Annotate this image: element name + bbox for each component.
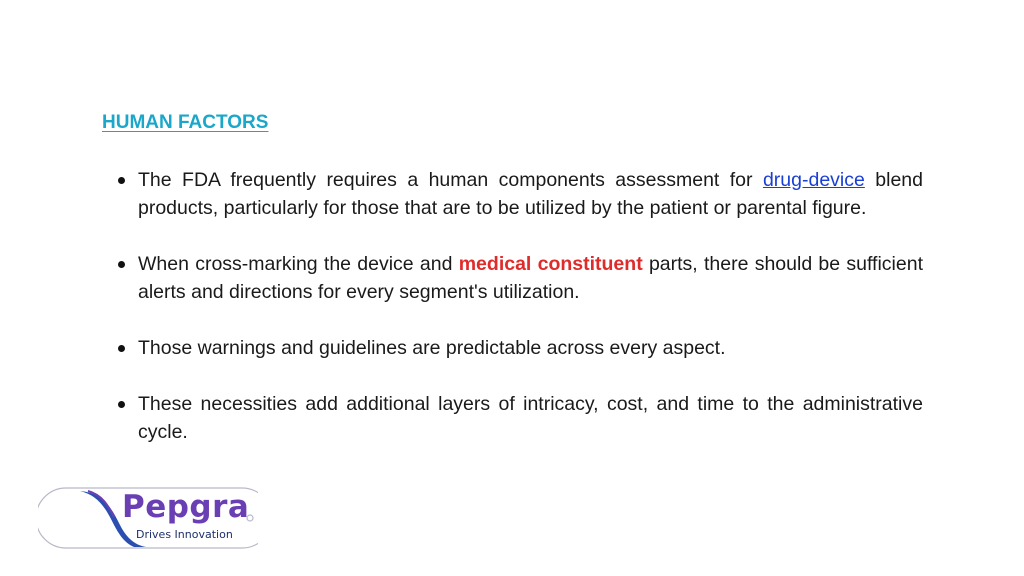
drug-device-link[interactable]: drug-device xyxy=(762,169,865,191)
bullet-text: blend products, particularly for those that are to be utilized by the patient or parental figure. xyxy=(138,169,923,219)
bullet-dot-icon xyxy=(118,261,125,268)
logo-name: Pepgra xyxy=(122,489,250,525)
logo-tagline: Drives Innovation xyxy=(136,528,233,541)
bullet-list xyxy=(118,166,923,474)
bullet-item-necessities xyxy=(118,390,923,446)
bullet-text: parts, there should be sufficient alerts and directions for every segment's utilization. xyxy=(138,253,923,303)
bullet-item-cross-marking xyxy=(118,250,923,306)
bullet-item-warnings xyxy=(118,334,923,362)
bullet-text: When cross-marking the device and xyxy=(138,253,459,275)
bullet-text: These necessities add additional layers of intricacy, cost, and time to the administrative cycle. xyxy=(138,393,923,443)
bullet-text: Those warnings and guidelines are predictable across every aspect. xyxy=(138,337,726,359)
bullet-item-fda-assessment xyxy=(118,166,923,222)
pepgra-logo xyxy=(38,487,258,549)
emphasis-text: medical constituent xyxy=(458,253,643,275)
section-heading: HUMAN FACTORS xyxy=(102,112,269,133)
bullet-dot-icon xyxy=(118,345,125,352)
bullet-dot-icon xyxy=(118,401,125,408)
bullet-text: The FDA frequently requires a human components assessment for xyxy=(138,169,763,191)
bullet-dot-icon xyxy=(118,177,125,184)
